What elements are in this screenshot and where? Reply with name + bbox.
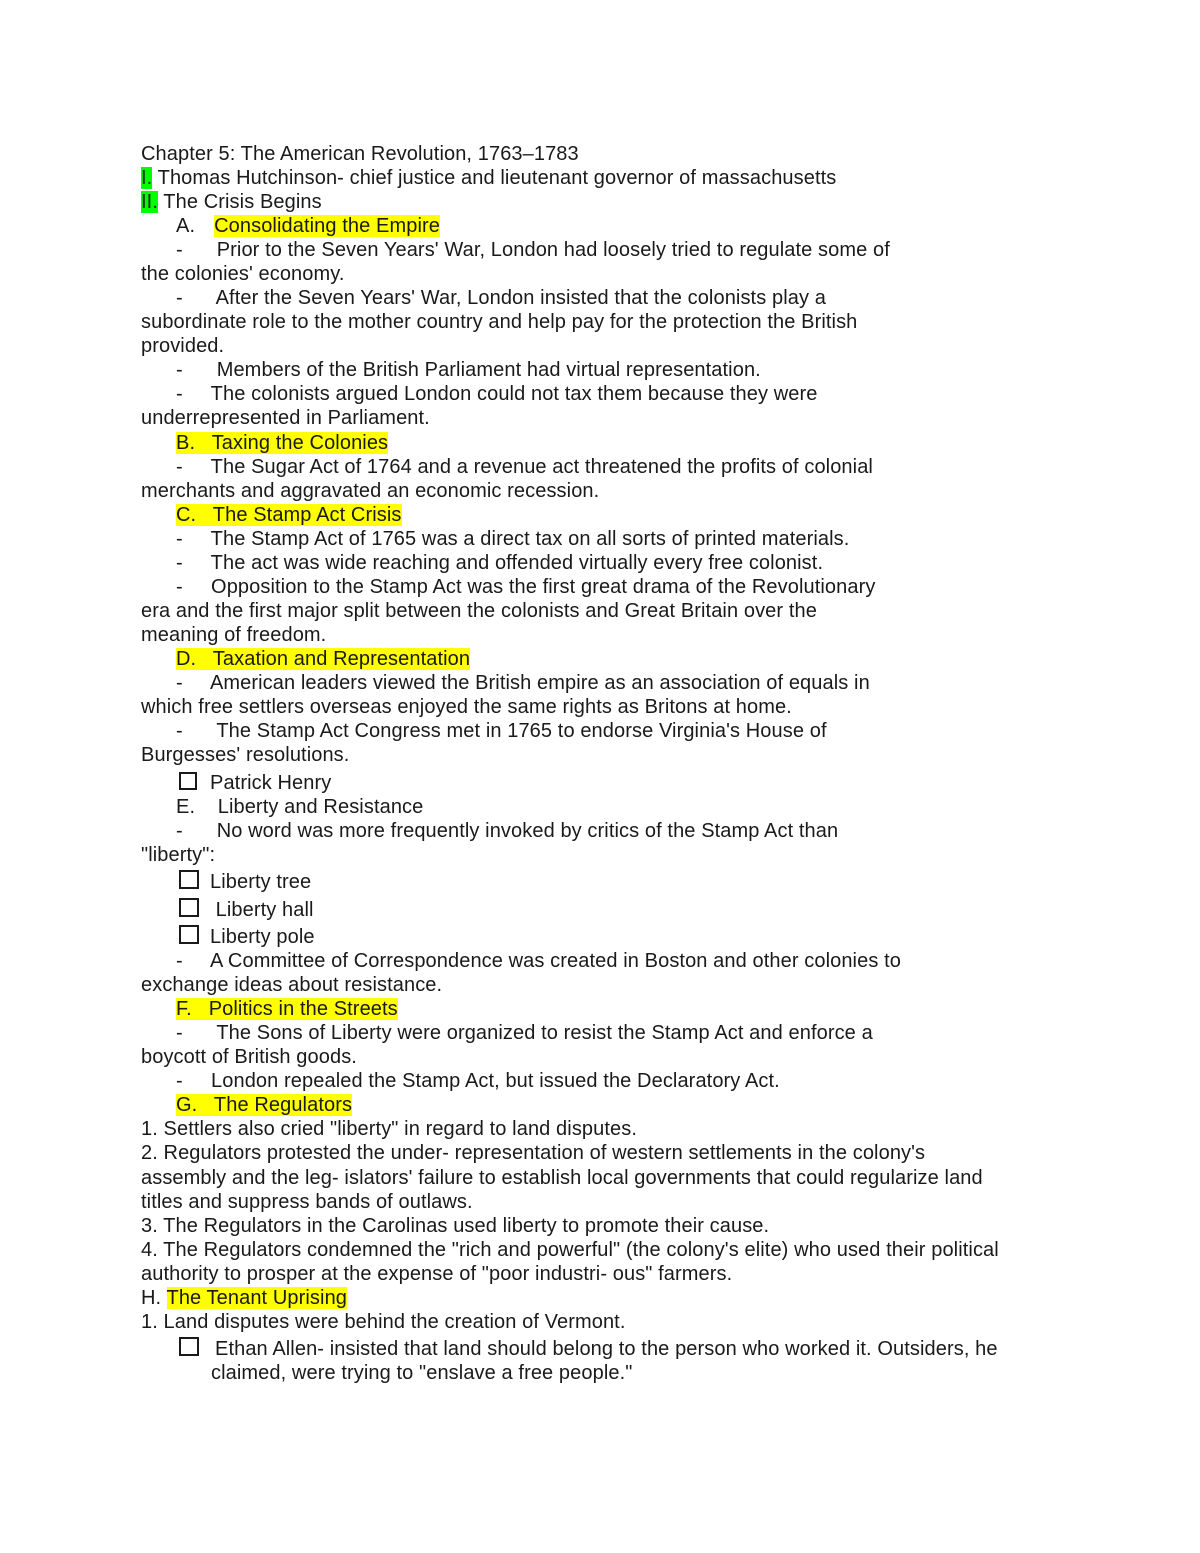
text-line: subordinate role to the mother country and help pay for the protection the British bbox=[141, 311, 858, 333]
section-b-title: B. Taxing the Colonies bbox=[176, 432, 389, 454]
bullet-line: - The act was wide reaching and offended virtually every free colonist. bbox=[176, 552, 824, 574]
section-c-heading bbox=[176, 503, 402, 527]
checkbox-item bbox=[179, 898, 314, 922]
checkbox-item-label: Liberty pole bbox=[210, 926, 315, 948]
outline-item-i-text: Thomas Hutchinson- chief justice and lieutenant governor of massachusetts bbox=[152, 167, 837, 189]
section-g-title: G. The Regulators bbox=[176, 1094, 353, 1116]
section-d-title: D. Taxation and Representation bbox=[176, 648, 471, 670]
section-h-heading bbox=[141, 1286, 347, 1310]
bullet-line: - After the Seven Years' War, London insisted that the colonists play a bbox=[176, 287, 826, 309]
bullet-line: - American leaders viewed the British empire as an association of equals in bbox=[176, 672, 870, 694]
checkbox-item-label: Liberty tree bbox=[210, 871, 312, 893]
bullet-line: - Opposition to the Stamp Act was the first great drama of the Revolutionary bbox=[176, 576, 876, 598]
text-line: "liberty": bbox=[141, 844, 216, 866]
checkbox-icon bbox=[179, 772, 197, 790]
outline-item-i bbox=[141, 166, 836, 190]
bullet-line: - The colonists argued London could not tax them because they were bbox=[176, 383, 818, 405]
section-f-heading bbox=[176, 997, 398, 1021]
text-line: underrepresented in Parliament. bbox=[141, 407, 430, 429]
section-d-heading bbox=[176, 647, 470, 671]
checkbox-item-label: Liberty hall bbox=[210, 899, 314, 921]
numeral-i: I. bbox=[141, 167, 153, 189]
text-line: meaning of freedom. bbox=[141, 624, 327, 646]
section-e-heading: E. Liberty and Resistance bbox=[176, 796, 424, 818]
section-h-title: The Tenant Uprising bbox=[166, 1287, 348, 1309]
bullet-line: - London repealed the Stamp Act, but issued the Declaratory Act. bbox=[176, 1070, 780, 1092]
text-line: boycott of British goods. bbox=[141, 1046, 357, 1068]
text-line: provided. bbox=[141, 335, 225, 357]
numbered-line: 1. Land disputes were behind the creation of Vermont. bbox=[141, 1311, 626, 1333]
bullet-line: - The Sons of Liberty were organized to resist the Stamp Act and enforce a bbox=[176, 1022, 873, 1044]
checkbox-item bbox=[179, 1337, 998, 1361]
text-line: claimed, were trying to "enslave a free people." bbox=[211, 1362, 633, 1384]
bullet-line: - Members of the British Parliament had virtual representation. bbox=[176, 359, 761, 381]
numbered-line: 3. The Regulators in the Carolinas used liberty to promote their cause. bbox=[141, 1215, 770, 1237]
outline-item-ii bbox=[141, 190, 322, 214]
section-a-marker: A. bbox=[176, 215, 196, 237]
text-line: Burgesses' resolutions. bbox=[141, 744, 350, 766]
bullet-line: - The Stamp Act of 1765 was a direct tax on all sorts of printed materials. bbox=[176, 528, 850, 550]
text-line: assembly and the leg- islators' failure to establish local governments that could regularize land bbox=[141, 1167, 983, 1189]
checkbox-icon bbox=[179, 1337, 199, 1356]
checkbox-item bbox=[179, 870, 311, 894]
checkbox-icon bbox=[179, 870, 199, 889]
checkbox-item bbox=[179, 925, 315, 949]
text-line: exchange ideas about resistance. bbox=[141, 974, 443, 996]
checkbox-item-label: Patrick Henry bbox=[210, 772, 332, 794]
text-line: titles and suppress bands of outlaws. bbox=[141, 1191, 473, 1213]
section-a-heading bbox=[176, 214, 440, 238]
checkbox-item bbox=[179, 771, 331, 795]
section-g-heading bbox=[176, 1093, 352, 1117]
text-line: merchants and aggravated an economic recession. bbox=[141, 480, 600, 502]
numeral-ii: II. bbox=[141, 191, 158, 213]
text-line: which free settlers overseas enjoyed the same rights as Britons at home. bbox=[141, 696, 792, 718]
section-c-title: C. The Stamp Act Crisis bbox=[176, 504, 402, 526]
numbered-line: 2. Regulators protested the under- representation of western settlements in the colony's bbox=[141, 1142, 926, 1164]
bullet-line: - A Committee of Correspondence was created in Boston and other colonies to bbox=[176, 950, 901, 972]
section-b-heading bbox=[176, 431, 388, 455]
numbered-line: 4. The Regulators condemned the "rich and powerful" (the colony's elite) who used their political bbox=[141, 1239, 999, 1261]
outline-item-ii-text: The Crisis Begins bbox=[157, 191, 322, 213]
checkbox-item-label: Ethan Allen- insisted that land should belong to the person who worked it. Outsiders, he bbox=[215, 1338, 998, 1360]
text-line: authority to prosper at the expense of "poor industri- ous" farmers. bbox=[141, 1263, 733, 1285]
bullet-line: - The Sugar Act of 1764 and a revenue act threatened the profits of colonial bbox=[176, 456, 873, 478]
numbered-line: 1. Settlers also cried "liberty" in regard to land disputes. bbox=[141, 1118, 637, 1140]
bullet-line: - The Stamp Act Congress met in 1765 to endorse Virginia's House of bbox=[176, 720, 827, 742]
text-line: era and the first major split between the colonists and Great Britain over the bbox=[141, 600, 817, 622]
section-h-marker: H. bbox=[141, 1287, 167, 1309]
text-line: the colonies' economy. bbox=[141, 263, 345, 285]
bullet-line: - No word was more frequently invoked by critics of the Stamp Act than bbox=[176, 820, 839, 842]
section-a-title: Consolidating the Empire bbox=[214, 215, 440, 237]
checkbox-icon bbox=[179, 925, 199, 944]
bullet-line: - Prior to the Seven Years' War, London had loosely tried to regulate some of bbox=[176, 239, 890, 261]
section-f-title: F. Politics in the Streets bbox=[176, 998, 398, 1020]
document-title: Chapter 5: The American Revolution, 1763–1783 bbox=[141, 143, 579, 165]
checkbox-icon bbox=[179, 898, 199, 917]
